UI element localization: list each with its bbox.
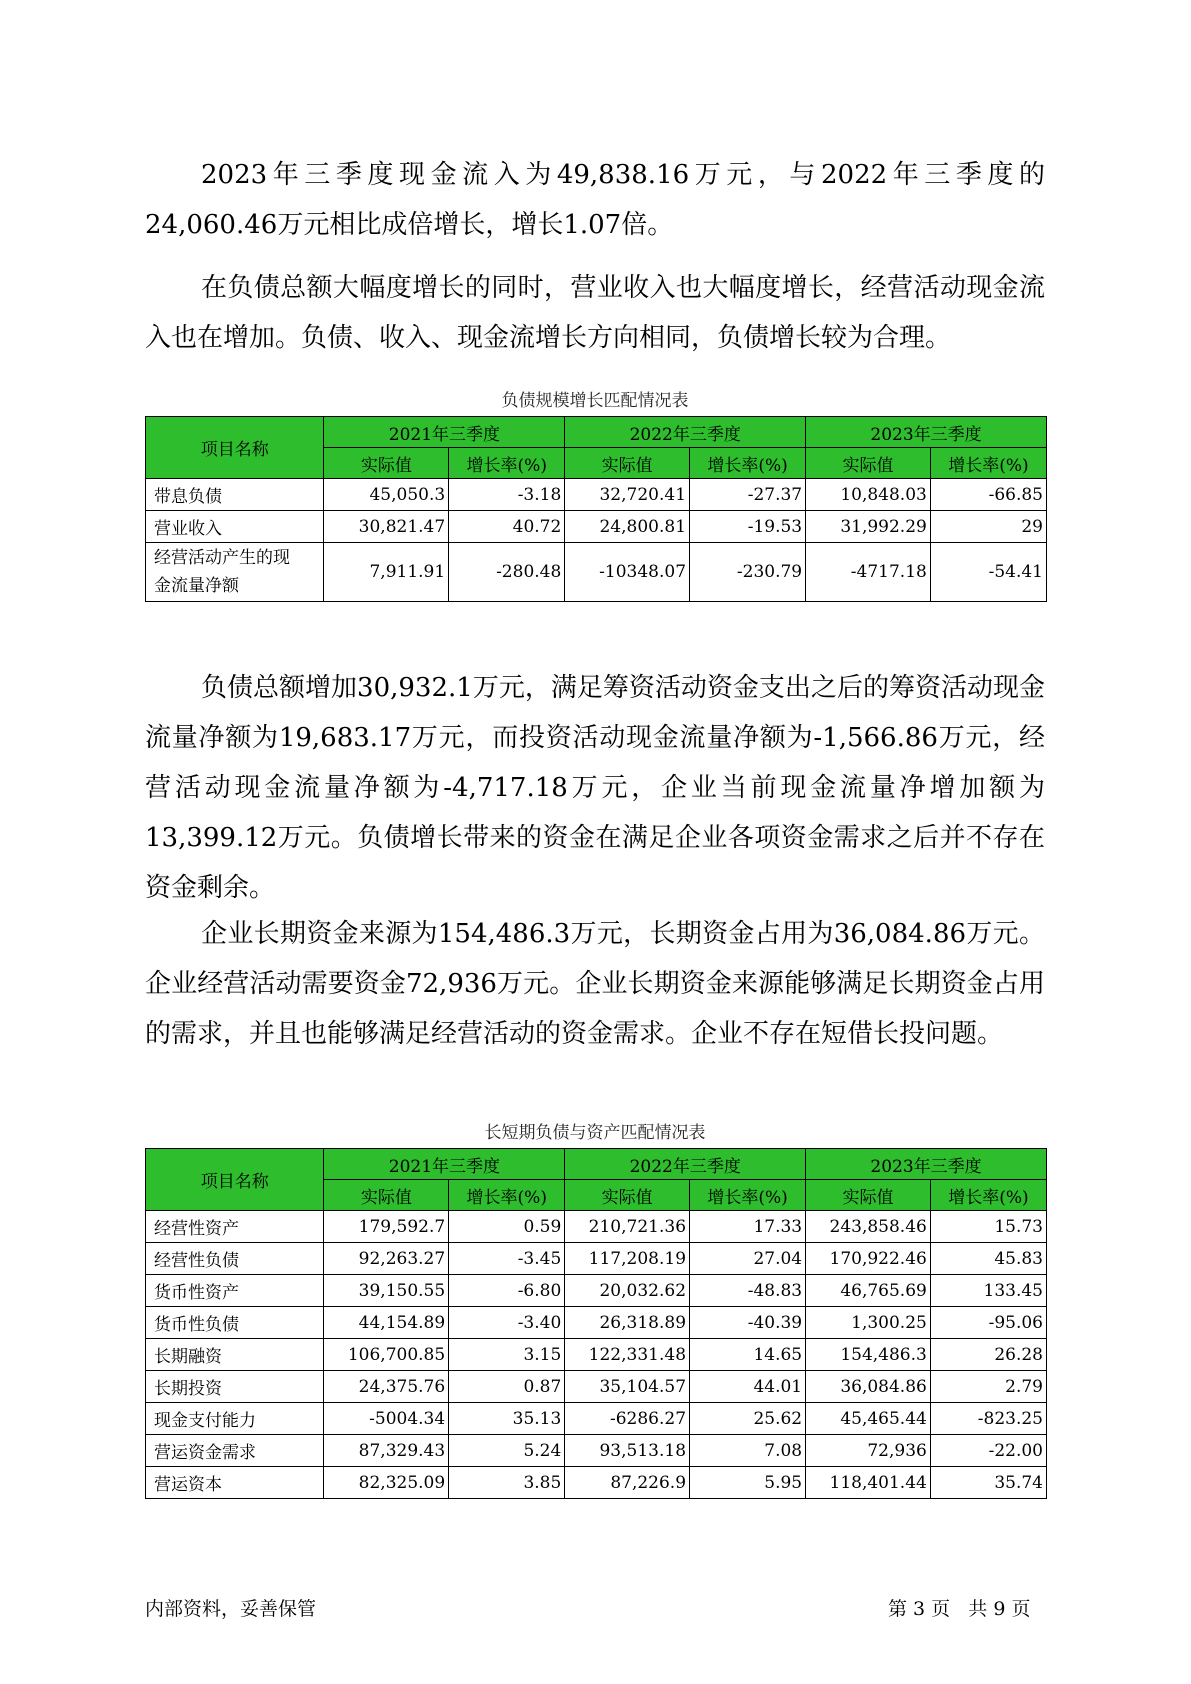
- cell-value: 7,911.91: [324, 543, 449, 602]
- cell-value: 27.04: [690, 1243, 806, 1275]
- row-name: 营业收入: [146, 511, 324, 543]
- row-name-line: 经营活动产生的现: [154, 548, 290, 568]
- cell-value: 3.85: [449, 1467, 565, 1499]
- cell-value: 44,154.89: [324, 1307, 449, 1339]
- cell-value: 44.01: [690, 1371, 806, 1403]
- cell-value: 170,922.46: [806, 1243, 931, 1275]
- cell-value: 1,300.25: [806, 1307, 931, 1339]
- row-name: 带息负债: [146, 479, 324, 511]
- paragraph-4: 企业长期资金来源为154,486.3万元，长期资金占用为36,084.86万元。企业经营活动需要资金72,936万元。企业长期资金来源能够满足长期资金占用的需求，并且也能够满足经营活动的资金需求。企业不存在短借长投问题。: [145, 919, 1045, 1049]
- page-number: 第 3 页 共 9 页: [888, 1598, 1031, 1620]
- header-growth: 增长率(%): [449, 1180, 565, 1211]
- cell-value: -3.18: [449, 479, 565, 511]
- table-row: [146, 1275, 1047, 1307]
- cell-value: 87,226.9: [565, 1467, 690, 1499]
- row-name: 经营性负债: [146, 1243, 324, 1275]
- table-row: [146, 1435, 1047, 1467]
- cell-value: 3.15: [449, 1339, 565, 1371]
- cell-value: -19.53: [690, 511, 806, 543]
- cell-value: -230.79: [690, 543, 806, 602]
- cell-value: 36,084.86: [806, 1371, 931, 1403]
- header-actual: 实际值: [324, 448, 449, 479]
- header-growth: 增长率(%): [930, 1180, 1046, 1211]
- cell-value: -5004.34: [324, 1403, 449, 1435]
- cell-value: -27.37: [690, 479, 806, 511]
- header-actual: 实际值: [565, 1180, 690, 1211]
- header-actual: 实际值: [324, 1180, 449, 1211]
- header-item-name: 项目名称: [146, 417, 324, 479]
- header-period-2023: 2023年三季度: [806, 1149, 1047, 1180]
- cell-value: 46,765.69: [806, 1275, 931, 1307]
- paragraph-2: 在负债总额大幅度增长的同时，营业收入也大幅度增长，经营活动现金流入也在增加。负债、收入、现金流增长方向相同，负债增长较为合理。: [145, 273, 1045, 353]
- cell-value: 17.33: [690, 1211, 806, 1243]
- cell-value: 39,150.55: [324, 1275, 449, 1307]
- cell-value: 45,465.44: [806, 1403, 931, 1435]
- cell-value: 117,208.19: [565, 1243, 690, 1275]
- cell-value: -280.48: [449, 543, 565, 602]
- cell-value: 7.08: [690, 1435, 806, 1467]
- row-name: 长期融资: [146, 1339, 324, 1371]
- header-actual: 实际值: [565, 448, 690, 479]
- row-name-line: 金流量净额: [154, 576, 239, 596]
- cell-value: 243,858.46: [806, 1211, 931, 1243]
- cell-value: 40.72: [449, 511, 565, 543]
- header-actual: 实际值: [806, 1180, 931, 1211]
- header-period-2022: 2022年三季度: [565, 417, 806, 448]
- cell-value: -95.06: [930, 1307, 1046, 1339]
- cell-value: 0.87: [449, 1371, 565, 1403]
- cell-value: 2.79: [930, 1371, 1046, 1403]
- table-row: [146, 1339, 1047, 1371]
- cell-value: 32,720.41: [565, 479, 690, 511]
- cell-value: 93,513.18: [565, 1435, 690, 1467]
- cell-value: 26.28: [930, 1339, 1046, 1371]
- row-name: 货币性资产: [146, 1275, 324, 1307]
- cell-value: 30,821.47: [324, 511, 449, 543]
- table-row: [146, 511, 1047, 543]
- cell-value: 122,331.48: [565, 1339, 690, 1371]
- header-period-2021: 2021年三季度: [324, 1149, 565, 1180]
- cell-value: 35,104.57: [565, 1371, 690, 1403]
- table-row: [146, 1307, 1047, 1339]
- paragraph-1: 2023年三季度现金流入为49,838.16万元，与2022年三季度的24,060.46万元相比成倍增长，增长1.07倍。: [145, 160, 1045, 240]
- cell-value: -6.80: [449, 1275, 565, 1307]
- table-row: [146, 1211, 1047, 1243]
- footer-confidential-note: 内部资料，妥善保管: [145, 1598, 317, 1620]
- table1-caption: 负债规模增长匹配情况表: [501, 391, 689, 411]
- table-row: [146, 1243, 1047, 1275]
- cell-value: 24,800.81: [565, 511, 690, 543]
- cell-value: 29: [930, 511, 1046, 543]
- cell-value: 20,032.62: [565, 1275, 690, 1307]
- header-growth: 增长率(%): [449, 448, 565, 479]
- cell-value: 92,263.27: [324, 1243, 449, 1275]
- debt-asset-matching-table: [145, 1148, 1047, 1499]
- cell-value: 87,329.43: [324, 1435, 449, 1467]
- cell-value: 106,700.85: [324, 1339, 449, 1371]
- cell-value: 210,721.36: [565, 1211, 690, 1243]
- header-item-name: 项目名称: [146, 1149, 324, 1211]
- cell-value: 35.74: [930, 1467, 1046, 1499]
- table-row: [146, 1403, 1047, 1435]
- cell-value: 10,848.03: [806, 479, 931, 511]
- table-row: [146, 479, 1047, 511]
- paragraph-3: 负债总额增加30,932.1万元，满足筹资活动资金支出之后的筹资活动现金流量净额为19,683.17万元，而投资活动现金流量净额为-1,566.86万元，经营活动现金流量净额为-4,717.18万元，企业当前现金流量净增加额为13,399.12万元。负债增长带来的资金在满足企业各项资金需求之后并不存在资金剩余。: [145, 673, 1045, 903]
- row-name: 长期投资: [146, 1371, 324, 1403]
- cell-value: -6286.27: [565, 1403, 690, 1435]
- liability-growth-table: [145, 416, 1047, 602]
- cell-value: -66.85: [930, 479, 1046, 511]
- cell-value: 154,486.3: [806, 1339, 931, 1371]
- cell-value: 133.45: [930, 1275, 1046, 1307]
- cell-value: 14.65: [690, 1339, 806, 1371]
- table-row: [146, 1467, 1047, 1499]
- header-growth: 增长率(%): [690, 1180, 806, 1211]
- row-name: 营运资金需求: [146, 1435, 324, 1467]
- row-name: 营运资本: [146, 1467, 324, 1499]
- header-actual: 实际值: [806, 448, 931, 479]
- table-row: [146, 1371, 1047, 1403]
- cell-value: 5.95: [690, 1467, 806, 1499]
- header-period-2022: 2022年三季度: [565, 1149, 806, 1180]
- cell-value: -823.25: [930, 1403, 1046, 1435]
- cell-value: 31,992.29: [806, 511, 931, 543]
- cell-value: 5.24: [449, 1435, 565, 1467]
- header-period-2023: 2023年三季度: [806, 417, 1047, 448]
- cell-value: 24,375.76: [324, 1371, 449, 1403]
- row-name: 货币性负债: [146, 1307, 324, 1339]
- cell-value: -48.83: [690, 1275, 806, 1307]
- cell-value: 179,592.7: [324, 1211, 449, 1243]
- table-row: [146, 543, 1047, 602]
- cell-value: 15.73: [930, 1211, 1046, 1243]
- cell-value: -4717.18: [806, 543, 931, 602]
- header-period-2021: 2021年三季度: [324, 417, 565, 448]
- table2-caption: 长短期负债与资产匹配情况表: [484, 1123, 706, 1143]
- row-name: 经营性资产: [146, 1211, 324, 1243]
- cell-value: -3.45: [449, 1243, 565, 1275]
- cell-value: 72,936: [806, 1435, 931, 1467]
- cell-value: 45,050.3: [324, 479, 449, 511]
- row-name: 现金支付能力: [146, 1403, 324, 1435]
- cell-value: 45.83: [930, 1243, 1046, 1275]
- cell-value: -22.00: [930, 1435, 1046, 1467]
- cell-value: 0.59: [449, 1211, 565, 1243]
- row-name: [146, 543, 324, 602]
- cell-value: -40.39: [690, 1307, 806, 1339]
- cell-value: -10348.07: [565, 543, 690, 602]
- header-growth: 增长率(%): [930, 448, 1046, 479]
- cell-value: 82,325.09: [324, 1467, 449, 1499]
- header-growth: 增长率(%): [690, 448, 806, 479]
- cell-value: -3.40: [449, 1307, 565, 1339]
- cell-value: 25.62: [690, 1403, 806, 1435]
- cell-value: 118,401.44: [806, 1467, 931, 1499]
- cell-value: 26,318.89: [565, 1307, 690, 1339]
- cell-value: 35.13: [449, 1403, 565, 1435]
- cell-value: -54.41: [930, 543, 1046, 602]
